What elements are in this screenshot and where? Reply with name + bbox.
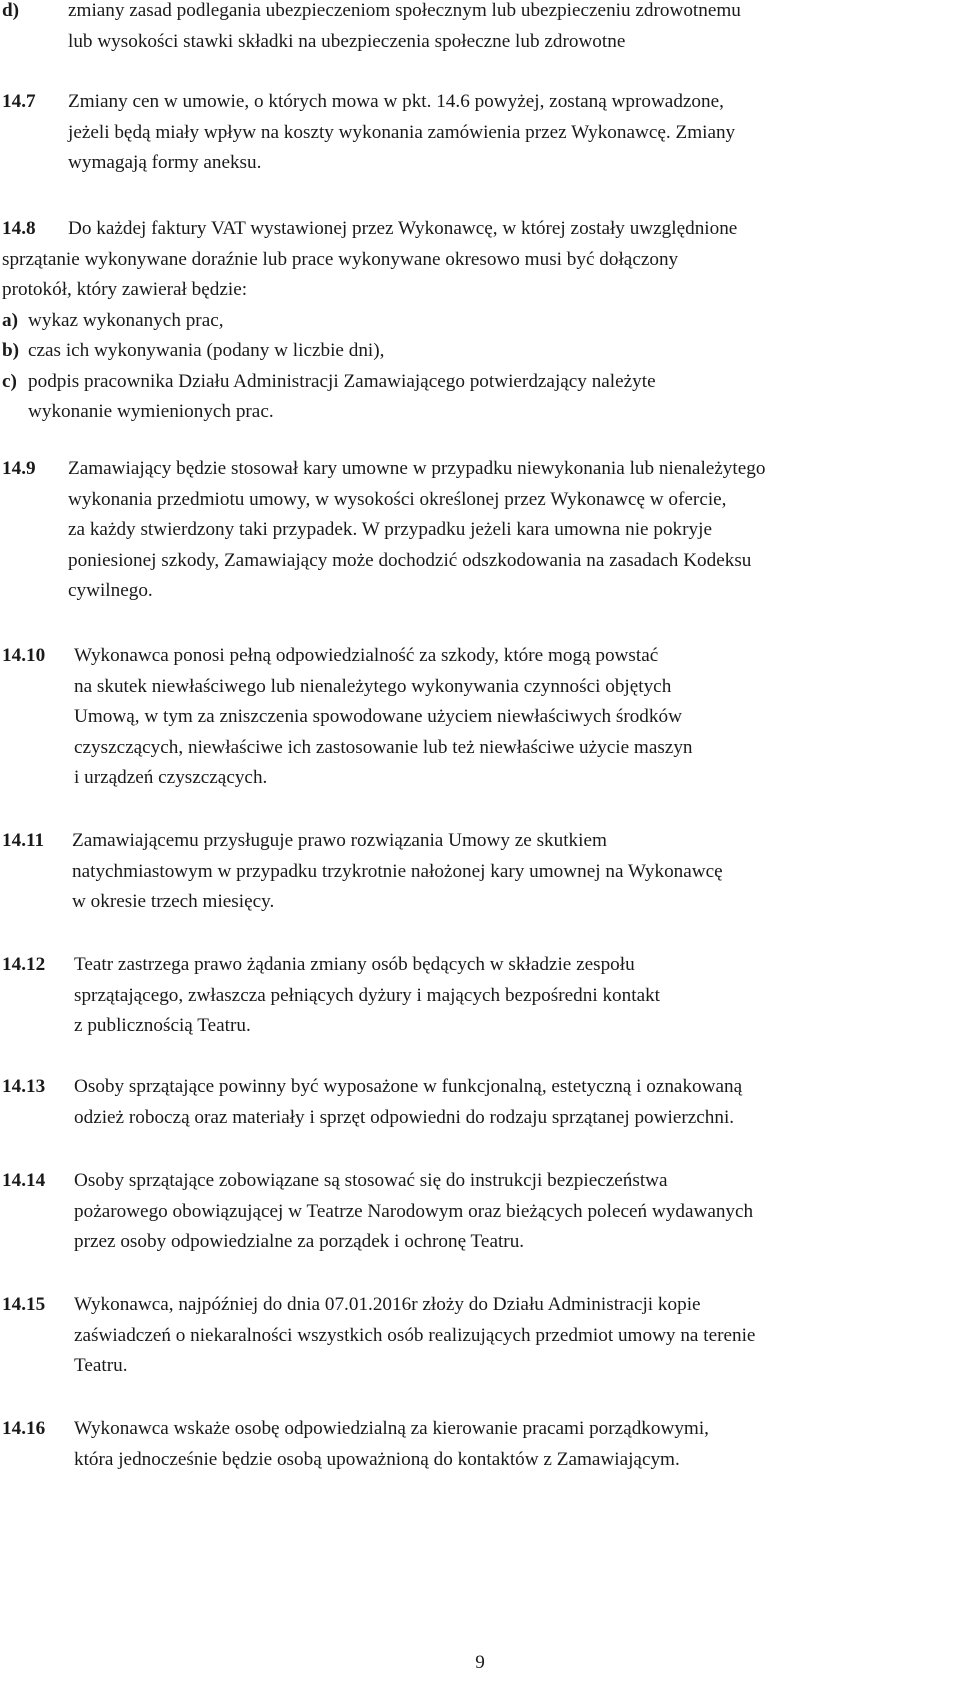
item-label: d) <box>2 0 20 21</box>
text-line: pożarowego obowiązującej w Teatrze Narodowym oraz bieżących poleceń wydawanych <box>74 1200 754 1222</box>
section-number: 14.9 <box>2 458 36 479</box>
section-14-12 <box>2 950 952 1042</box>
text-line: i urządzeń czyszczących. <box>74 767 268 788</box>
text-line: z publicznością Teatru. <box>74 1015 251 1036</box>
text-line: która jednocześnie będzie osobą upoważnioną do kontaktów z Zamawiającym. <box>74 1448 680 1470</box>
section-number: 14.11 <box>2 830 45 851</box>
text-line: lub wysokości stawki składki na ubezpieczenia społeczne lub zdrowotne <box>68 30 626 52</box>
section-number: 14.10 <box>2 645 46 666</box>
text-line: czas ich wykonywania (podany w liczbie dni), <box>28 340 385 361</box>
text-line: protokół, który zawierał będzie: <box>2 279 248 300</box>
text-line: sprzątanie wykonywane doraźnie lub prace wykonywane okresowo musi być dołączony <box>2 248 679 270</box>
text-line: w okresie trzech miesięcy. <box>72 891 275 912</box>
section-number: 14.15 <box>2 1294 46 1315</box>
text-line: Umową, w tym za zniszczenia spowodowane użyciem niewłaściwych środków <box>74 706 682 727</box>
list-item-a <box>2 306 952 337</box>
list-label: b) <box>2 340 20 361</box>
text-line: Zmiany cen w umowie, o których mowa w pkt. 14.6 powyżej, zostaną wprowadzone, <box>68 91 724 112</box>
section-14-13 <box>2 1072 952 1133</box>
text-line: natychmiastowym w przypadku trzykrotnie nałożonej kary umownej na Wykonawcę <box>72 860 723 882</box>
section-14-9 <box>2 454 952 607</box>
text-line: podpis pracownika Działu Administracji Zamawiającego potwierdzający należyte <box>28 370 656 392</box>
text-line: przez osoby odpowiedzialne za porządek i ochronę Teatru. <box>74 1231 525 1252</box>
list-item-c <box>2 367 952 428</box>
text-line: odzież roboczą oraz materiały i sprzęt odpowiedni do rodzaju sprzątanej powierzchni. <box>74 1106 735 1128</box>
text-line: wymagają formy aneksu. <box>68 152 262 173</box>
text-line: Wykonawca ponosi pełną odpowiedzialność za szkody, które mogą powstać <box>74 645 659 666</box>
text-line: Osoby sprzątające powinny być wyposażone w funkcjonalną, estetyczną i oznakowaną <box>74 1076 743 1097</box>
section-number: 14.14 <box>2 1170 46 1191</box>
section-14-15 <box>2 1290 952 1382</box>
text-line: Do każdej faktury VAT wystawionej przez Wykonawcę, w której zostały uwzględnione <box>68 218 738 239</box>
text-line: sprzątającego, zwłaszcza pełniących dyżury i mających bezpośredni kontakt <box>74 984 661 1006</box>
section-14-16 <box>2 1414 952 1475</box>
text-line: wykonania przedmiotu umowy, w wysokości określonej przez Wykonawcę w ofercie, <box>68 488 727 510</box>
section-14-14 <box>2 1166 952 1258</box>
list-item-b <box>2 336 952 367</box>
section-14-8 <box>2 214 952 428</box>
section-number: 14.13 <box>2 1076 46 1097</box>
text-line: Teatru. <box>74 1355 128 1376</box>
text-line: poniesionej szkody, Zamawiający może dochodzić odszkodowania na zasadach Kodeksu <box>68 549 752 571</box>
section-number: 14.8 <box>2 218 36 239</box>
list-label: a) <box>2 309 18 331</box>
text-line: za każdy stwierdzony taki przypadek. W przypadku jeżeli kara umowna nie pokryje <box>68 519 712 540</box>
text-line: zmiany zasad podlegania ubezpieczeniom społecznym lub ubezpieczeniu zdrowotnemu <box>68 0 741 21</box>
list-label: c) <box>2 370 17 392</box>
text-line: cywilnego. <box>68 580 153 601</box>
section-number: 14.12 <box>2 954 46 975</box>
text-line: wykonanie wymienionych prac. <box>28 401 274 422</box>
section-14-10 <box>2 641 952 794</box>
text-line: zaświadczeń o niekaralności wszystkich osób realizujących przedmiot umowy na terenie <box>74 1324 756 1346</box>
section-number: 14.7 <box>2 91 36 112</box>
section-14-7 <box>2 87 952 179</box>
text-line: Teatr zastrzega prawo żądania zmiany osób będących w składzie zespołu <box>74 954 635 975</box>
text-line: na skutek niewłaściwego lub nienależytego wykonywania czynności objętych <box>74 675 672 697</box>
text-line: Wykonawca wskaże osobę odpowiedzialną za kierowanie pracami porządkowymi, <box>74 1418 709 1439</box>
text-line: Wykonawca, najpóźniej do dnia 07.01.2016r złoży do Działu Administracji kopie <box>74 1294 701 1315</box>
text-line: Osoby sprzątające zobowiązane są stosować się do instrukcji bezpieczeństwa <box>74 1170 668 1191</box>
section-14-11 <box>2 826 952 918</box>
section-number: 14.16 <box>2 1418 46 1439</box>
item-d <box>2 0 952 57</box>
text-line: jeżeli będą miały wpływ na koszty wykonania zamówienia przez Wykonawcę. Zmiany <box>68 121 736 143</box>
page-number: 9 <box>475 1652 485 1673</box>
text-line: Zamawiającemu przysługuje prawo rozwiązania Umowy ze skutkiem <box>72 830 607 851</box>
text-line: wykaz wykonanych prac, <box>28 309 224 331</box>
text-line: czyszczących, niewłaściwe ich zastosowanie lub też niewłaściwe użycie maszyn <box>74 736 693 758</box>
text-line: Zamawiający będzie stosował kary umowne w przypadku niewykonania lub nienależytego <box>68 458 766 479</box>
